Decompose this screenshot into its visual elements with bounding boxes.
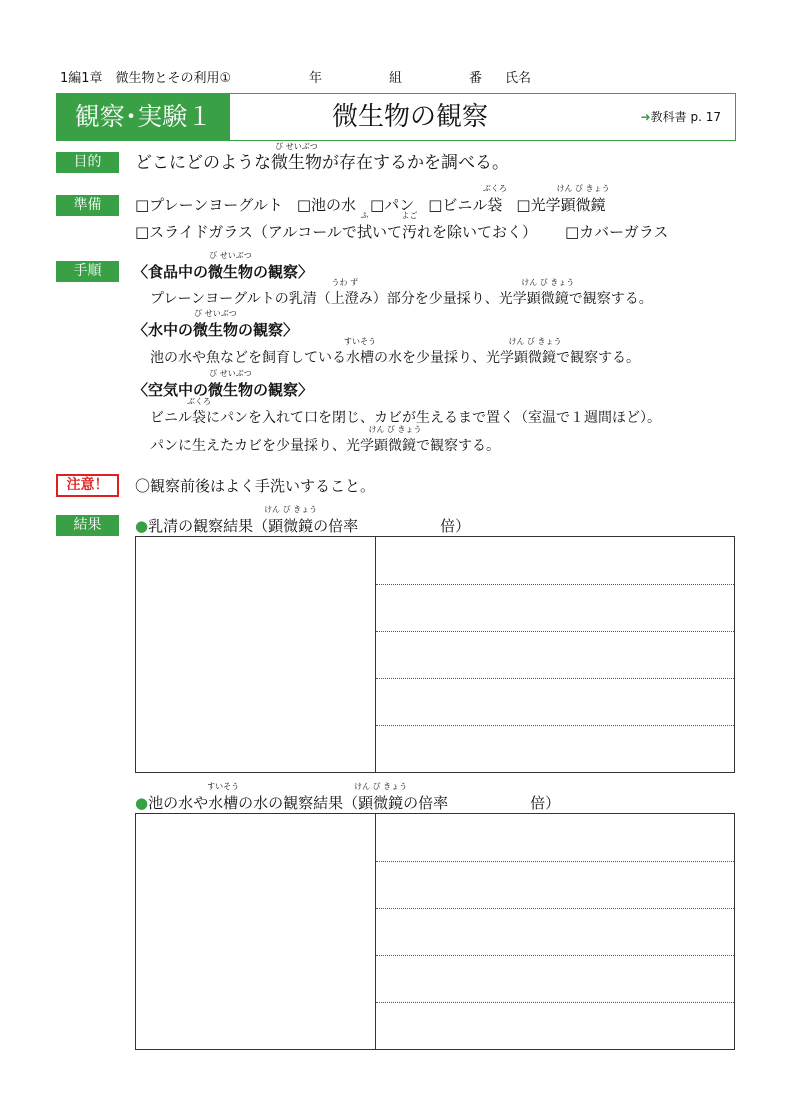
purpose-text	[135, 142, 509, 173]
year-label: 年	[309, 71, 323, 86]
purpose-label: 目的	[56, 152, 119, 173]
step-text: パンに生えたカビを少量採り、光学	[150, 438, 374, 454]
ruby-base: 顕微鏡	[268, 517, 314, 535]
ruby-base: 水槽	[208, 794, 239, 812]
writing-line	[376, 678, 734, 679]
writing-line	[376, 1002, 734, 1003]
result-text: の倍率	[403, 794, 449, 812]
heading-post: の観察〉	[253, 381, 314, 399]
step-text: み）部分を少量採り、光学	[358, 291, 527, 307]
textbook-reference	[641, 94, 721, 140]
prep-ruby-word	[401, 211, 418, 242]
prep-text: いて	[371, 223, 402, 241]
prep-text: れを除いておく）	[416, 223, 537, 241]
ruby-text: よご	[401, 211, 418, 220]
ruby-text: けん び きょう	[368, 425, 422, 434]
ruby-base: 拭	[356, 223, 372, 241]
caution-label: 注意！	[56, 474, 119, 497]
ruby-base: 顕微鏡	[560, 196, 606, 214]
result-1-box[interactable]	[135, 536, 735, 773]
air-heading	[133, 369, 314, 400]
result-label: 結果	[56, 515, 119, 536]
heading-ruby-word	[193, 309, 239, 340]
result-ruby-word	[354, 782, 408, 813]
step-ruby-word	[330, 278, 359, 309]
water-step	[150, 337, 640, 368]
writing-line	[376, 955, 734, 956]
prep-item: □スライドガラス（アルコールで	[135, 223, 357, 241]
result-text: 乳清の観察結果（	[148, 517, 269, 535]
ruby-base: 微生物	[208, 263, 254, 281]
heading-pre: 〈食品中の	[133, 263, 209, 281]
result-2-box[interactable]	[135, 813, 735, 1050]
sketch-area[interactable]	[136, 537, 376, 772]
ruby-text: び せいぶつ	[209, 251, 252, 260]
ruby-text: すいそう	[344, 337, 376, 346]
step-text: ビニル	[150, 410, 192, 426]
step-text: で観察する。	[556, 350, 640, 366]
number-label: 番	[469, 71, 483, 86]
result-text: 倍）	[440, 517, 471, 535]
result-ruby-word	[264, 505, 318, 536]
prep-item: □ビニル	[428, 196, 488, 214]
step-ruby-word	[368, 425, 422, 456]
prep-ruby-word	[356, 211, 372, 242]
arrow-icon: ➜	[640, 110, 651, 124]
name-label: 氏名	[505, 71, 532, 86]
step-text: プレーンヨーグルトの乳清（	[150, 291, 331, 307]
water-heading	[133, 309, 299, 340]
prep-item: □池の水	[296, 196, 357, 214]
textbook-page: 教科書 p. 17	[650, 110, 721, 124]
prep-item: □光学	[516, 196, 561, 214]
step-text: で観察する。	[416, 438, 500, 454]
prep-line-1	[135, 184, 610, 215]
ruby-text: すいそう	[207, 782, 240, 791]
heading-post: の観察〉	[253, 263, 314, 281]
prep-line-2	[135, 211, 669, 242]
ruby-base: 顕微鏡	[374, 438, 416, 454]
caution-text: 〇観察前後はよく手洗いすること。	[135, 477, 376, 495]
page-title: 微生物の観察	[331, 102, 488, 132]
purpose-post: が存在するかを調べる。	[322, 153, 509, 173]
ruby-base: 袋	[487, 196, 503, 214]
heading-ruby-word	[208, 369, 254, 400]
ruby-base: 微生物	[193, 321, 239, 339]
ruby-base: 上澄	[330, 291, 359, 307]
result-ruby-word	[207, 782, 240, 813]
step-text: にパンを入れて口を閉じ、カビが生えるまで置く（室温で１週間ほど）。	[206, 410, 661, 426]
writing-line	[376, 631, 734, 632]
ruby-text: ぶくろ	[187, 397, 211, 406]
ruby-base: 顕微鏡	[358, 794, 404, 812]
ruby-text: び せいぶつ	[209, 369, 252, 378]
heading-ruby-word	[208, 251, 254, 282]
prep-ruby-word	[482, 184, 507, 215]
heading-pre: 〈空気中の	[133, 381, 209, 399]
writing-line	[376, 725, 734, 726]
result-2-heading	[135, 782, 561, 813]
sketch-area[interactable]	[136, 814, 376, 1049]
ruby-base: 微生物	[208, 381, 254, 399]
step-ruby-word	[187, 397, 211, 428]
prep-label: 準備	[56, 195, 119, 216]
food-step	[150, 278, 653, 309]
ruby-text: うわ ず	[331, 278, 359, 287]
bullet-icon: ●	[135, 517, 149, 535]
step-ruby-word	[521, 278, 575, 309]
prep-item: □カバーガラス	[565, 223, 669, 241]
result-text: 倍）	[530, 794, 561, 812]
ruby-base: 顕微鏡	[514, 350, 556, 366]
heading-post: の観察〉	[238, 321, 299, 339]
title-bar	[56, 93, 736, 141]
experiment-tag: 観察･実験１	[57, 94, 230, 140]
ruby-text: けん び きょう	[354, 782, 408, 791]
ruby-base: 水槽	[346, 350, 374, 366]
heading-pre: 〈水中の	[133, 321, 194, 339]
ruby-text: び せいぶつ	[275, 142, 318, 151]
step-text: で観察する。	[568, 291, 653, 307]
ruby-base: 汚	[401, 223, 417, 241]
writing-line	[376, 908, 734, 909]
ruby-base: 袋	[192, 410, 206, 426]
ruby-base: 顕微鏡	[526, 291, 569, 307]
class-label: 組	[389, 71, 403, 86]
step-text: 池の水や魚などを飼育している	[150, 350, 346, 366]
prep-ruby-word	[556, 184, 610, 215]
purpose-pre: どこにどのような	[135, 153, 271, 173]
air-step-2	[150, 425, 500, 456]
result-1-heading	[135, 505, 471, 536]
writing-line	[376, 861, 734, 862]
step-ruby-word	[508, 337, 562, 368]
ruby-text: ふ	[360, 211, 369, 220]
prep-item: □パン	[370, 196, 415, 214]
ruby-text: けん び きょう	[521, 278, 575, 287]
result-text: 池の水や	[148, 794, 209, 812]
step-text: の水を少量採り、光学	[374, 350, 514, 366]
purpose-ruby-word	[271, 142, 322, 173]
result-text: の水の観察結果（	[238, 794, 359, 812]
unit-title: 1編1章 微生物とその利用①	[60, 71, 232, 86]
ruby-text: けん び きょう	[556, 184, 610, 193]
ruby-text: けん び きょう	[508, 337, 562, 346]
bullet-icon: ●	[135, 794, 149, 812]
ruby-text: ぶくろ	[482, 184, 507, 193]
procedure-label: 手順	[56, 261, 119, 282]
step-ruby-word	[344, 337, 376, 368]
food-heading	[133, 251, 314, 282]
result-text: の倍率	[313, 517, 359, 535]
writing-line	[376, 584, 734, 585]
ruby-text: び せいぶつ	[194, 309, 237, 318]
prep-item: □プレーンヨーグルト	[135, 196, 283, 214]
ruby-base: 微生物	[271, 153, 322, 173]
ruby-text: けん び きょう	[264, 505, 318, 514]
